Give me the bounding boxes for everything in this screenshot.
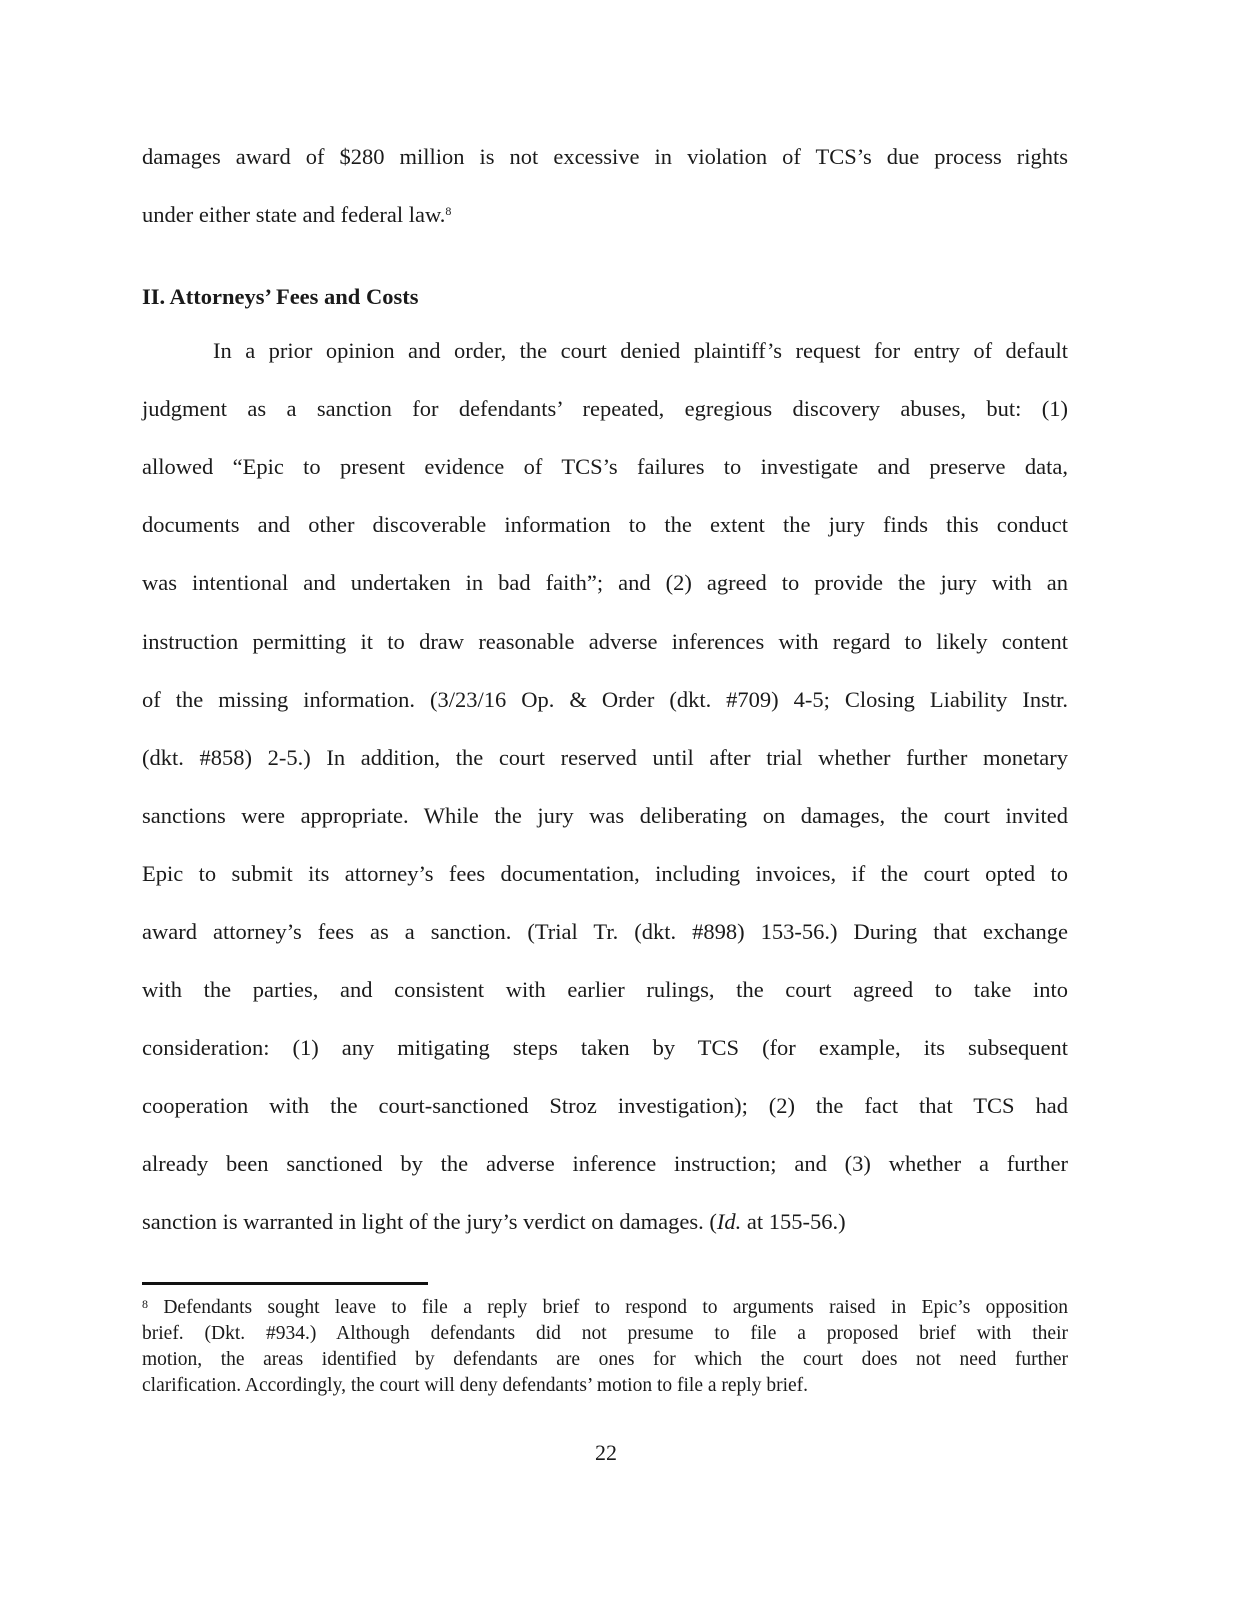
body-text-line: sanctions were appropriate. While the jury was deliberating on damages, the court invited (142, 802, 1068, 828)
footnote-divider (142, 1282, 428, 1285)
section-heading: II. Attorneys’ Fees and Costs (142, 284, 419, 309)
footnote-line: motion, the areas identified by defendants are ones for which the court does not need further (142, 1349, 1068, 1370)
body-text-line: with the parties, and consistent with earlier rulings, the court agreed to take into (142, 977, 1068, 1003)
line-text: under either state and federal law. (142, 202, 446, 227)
body-text-line: damages award of $280 million is not excessive in violation of TCS’s due process rights (142, 144, 1068, 169)
body-text-line: was intentional and undertaken in bad faith”; and (2) agreed to provide the jury with an (142, 570, 1068, 596)
citation-italic: Id. (716, 1209, 742, 1234)
body-text-line: judgment as a sanction for defendants’ repeated, egregious discovery abuses, but: (1) (142, 396, 1068, 422)
page-number: 22 (595, 1440, 617, 1465)
footnote-reference: 8 (445, 204, 452, 218)
body-text-line (142, 1208, 1068, 1236)
body-text-line: Epic to submit its attorney’s fees documentation, including invoices, if the court opted to (142, 860, 1068, 886)
body-text-line: (dkt. #858) 2-5.) In addition, the court reserved until after trial whether further monetary (142, 744, 1068, 770)
body-text-line: instruction permitting it to draw reasonable adverse inferences with regard to likely content (142, 628, 1068, 654)
line-text: Defendants sought leave to file a reply brief to respond to arguments raised in Epic’s opposition (148, 1297, 1068, 1318)
line-text: sanction is warranted in light of the jury’s verdict on damages. ( (142, 1209, 717, 1234)
body-text-line: consideration: (1) any mitigating steps taken by TCS (for example, its subsequent (142, 1035, 1068, 1061)
body-text-line: cooperation with the court-sanctioned Stroz investigation); (2) the fact that TCS had (142, 1093, 1068, 1119)
body-text-line: of the missing information. (3/23/16 Op. & Order (dkt. #709) 4-5; Closing Liability Instr. (142, 686, 1068, 712)
body-text-line: In a prior opinion and order, the court denied plaintiff’s request for entry of default (213, 338, 1068, 363)
body-text-line: award attorney’s fees as a sanction. (Trial Tr. (dkt. #898) 153-56.) During that exchange (142, 919, 1068, 944)
line-text: at 155-56.) (741, 1209, 846, 1234)
footnote-line: clarification. Accordingly, the court will deny defendants’ motion to file a reply brief. (142, 1375, 809, 1396)
body-text-line (142, 201, 1068, 229)
body-text-line: documents and other discoverable information to the extent the jury finds this conduct (142, 512, 1068, 538)
body-text-line: already been sanctioned by the adverse inference instruction; and (3) whether a further (142, 1151, 1068, 1177)
footnote-number: 8 (142, 1297, 148, 1311)
footnote-line (142, 1296, 1068, 1320)
footnote-line: brief. (Dkt. #934.) Although defendants did not presume to file a proposed brief with their (142, 1323, 1068, 1344)
body-text-line: allowed “Epic to present evidence of TCS’s failures to investigate and preserve data, (142, 454, 1068, 480)
